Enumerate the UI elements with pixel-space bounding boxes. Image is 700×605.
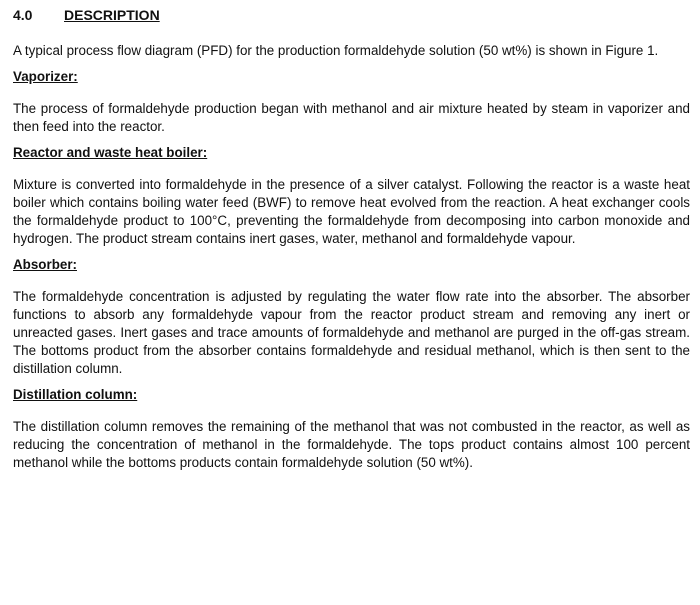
section-heading xyxy=(13,6,690,24)
vaporizer-paragraph: The process of formaldehyde production began with methanol and air mixture heated by steam in vaporizer and then feed into the reactor. xyxy=(13,101,690,134)
document-page xyxy=(13,6,690,472)
section-title: DESCRIPTION xyxy=(64,7,160,23)
section-number: 4.0 xyxy=(13,7,33,23)
reactor-heading: Reactor and waste heat boiler: xyxy=(13,145,208,160)
distillation-paragraph: The distillation column removes the remaining of the methanol that was not combusted in the reactor, as well as reducing the concentration of methanol in the formaldehyde. The tops product contains almost 100 percent methanol while the bottoms products contain formaldehyde solution (50 wt%). xyxy=(13,419,690,470)
vaporizer-heading: Vaporizer: xyxy=(13,69,78,84)
absorber-heading: Absorber: xyxy=(13,257,77,272)
distillation-heading: Distillation column: xyxy=(13,387,138,402)
reactor-paragraph: Mixture is converted into formaldehyde in the presence of a silver catalyst. Following the reactor is a waste heat boiler which contains boiling water feed (BWF) to remove heat evolved from the reaction. A heat exchanger cools the formaldehyde product to 100°C, preventing the formaldehyde from decomposing into carbon monoxide and hydrogen. The product stream contains inert gases, water, methanol and formaldehyde vapour. xyxy=(13,177,690,246)
intro-paragraph: A typical process flow diagram (PFD) for the production formaldehyde solution (50 wt%) is shown in Figure 1. xyxy=(13,43,659,58)
absorber-paragraph: The formaldehyde concentration is adjusted by regulating the water flow rate into the absorber. The absorber functions to absorb any formaldehyde vapour from the reactor product stream and removing any inert or unreacted gases. Inert gases and trace amounts of formaldehyde and methanol are purged in the off-gas stream. The bottoms product from the absorber contains formaldehyde and residual methanol, which is then sent to the distillation column. xyxy=(13,289,690,376)
